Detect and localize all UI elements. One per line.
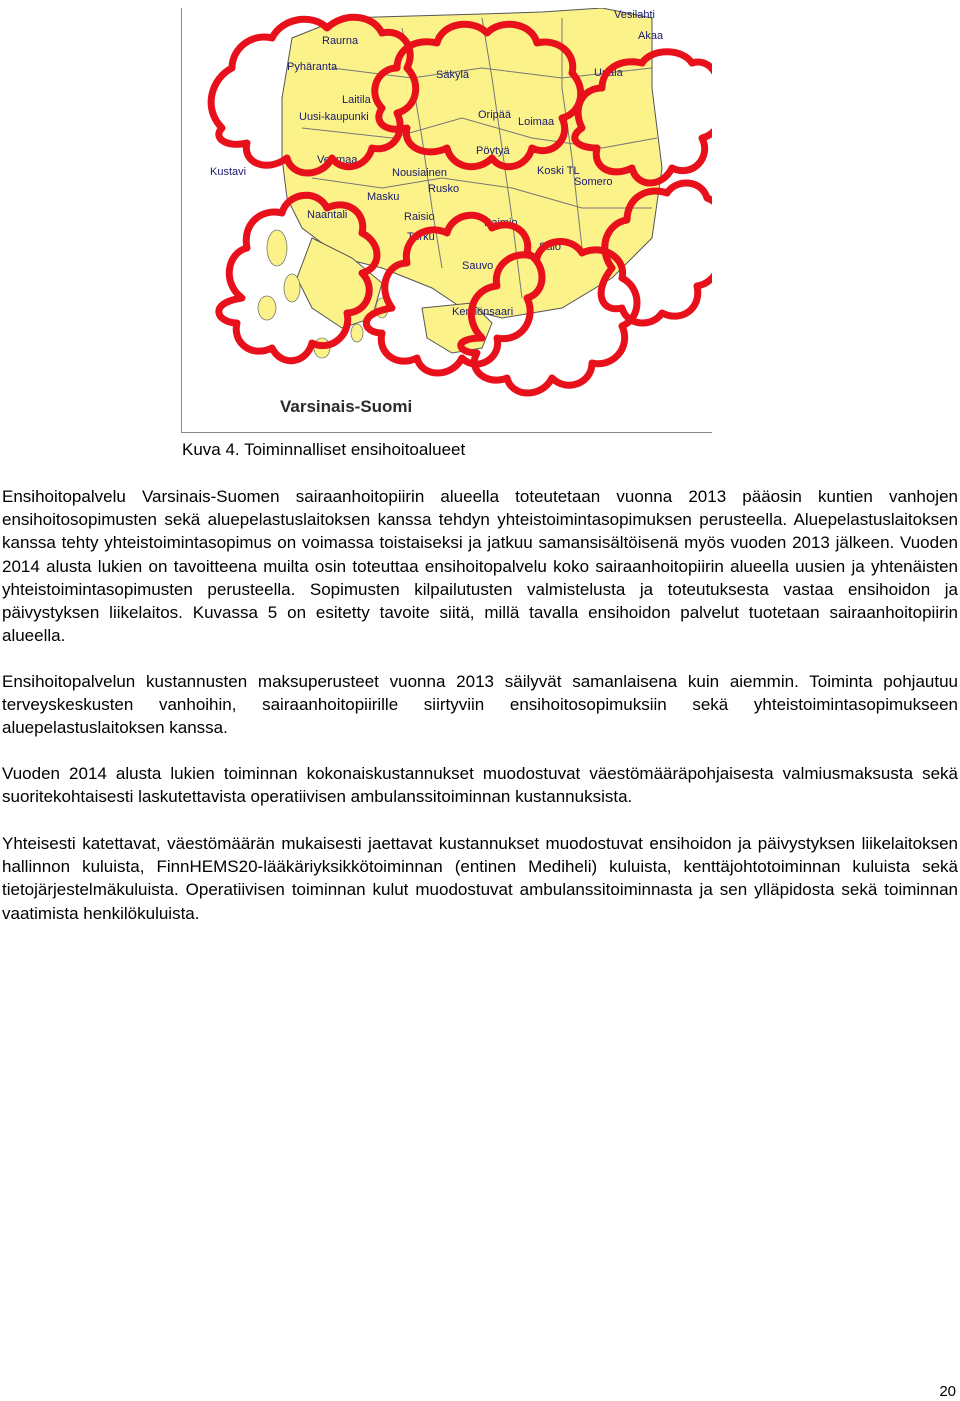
map-label: Paimio (484, 217, 518, 229)
map-label: Pyhäranta (287, 61, 338, 73)
map-label: Laitila (342, 94, 371, 106)
map-label: Kustavi (210, 166, 247, 178)
map-label: Oripää (478, 109, 512, 121)
map-label: Loimaa (518, 116, 555, 128)
figure-caption: Kuva 4. Toiminnalliset ensihoitoalueet (182, 440, 466, 459)
map-label: Somero (574, 176, 613, 188)
map-label: Raurna (322, 35, 359, 47)
page-number: 20 (939, 1383, 956, 1400)
map-label: Masku (367, 191, 400, 203)
map-label: Naantali (307, 209, 348, 221)
map-label: Pöytyä (476, 145, 510, 157)
map-label: Vesilahti (614, 9, 655, 21)
map-label: Uusi-kaupunki (299, 111, 369, 123)
map-title: Varsinais-Suomi (280, 397, 413, 416)
map-label: Rusko (428, 183, 460, 195)
map-label: Koski TL (537, 165, 580, 177)
paragraph: Ensihoitopalvelu Varsinais-Suomen sairaanhoitopiirin alueella toteutetaan vuonna 2013 pääosin kuntien vanhojen ensihoitosopimusten sekä aluepelastuslaitoksen kanssa tehdyn yhteistoimintasopimuksen perusteella. Aluepelastuslaitoksen kanssa tehty yhteistoimintasopimus on voimassa toistaiseksi ja jatkuu samansisältöisenä myös vuoden 2013 jälkeen. Vuoden 2014 alusta lukien on tavoitteena muilta osin toteuttaa ensihoitopalvelu koko sairaanhoitopiirin alueella uusien ja yhtenäisten yhteistoimintasopimusten perusteella. Sopimusten kilpailutusten valmistelusta ja toteutuksesta vastaa ensihoidon ja päivystyksen liikelaitos. Kuvassa 5 on esitetty tavoite siitä, millä tavalla ensihoidon palvelut tuotetaan sairaanhoitopiirin alueella. (2, 487, 958, 646)
paragraph: Ensihoitopalvelun kustannusten maksuperusteet vuonna 2013 säilyvät samanlaisena kuin aiemmin. Toiminta pohjautuu terveyskeskusten vanhoihin, sairaanhoitopiirille siirtyviin ensihoitosopimuksiin sekä yhteistoimintasopimukseen aluepelastuslaitoksen kanssa. (2, 672, 958, 738)
map-label: Akaa (638, 30, 664, 42)
map-label: Turku (407, 231, 435, 243)
map-label: Nousiainen (392, 167, 448, 179)
paragraph: Yhteisesti katettavat, väestömäärän mukaisesti jaettavat kustannukset muodostuvat ensihoidon ja päivystyksen liikelaitoksen hallinnon kuluista, FinnHEMS20-lääkäriyksikkötoiminnan (entinen Mediheli) kuluista, kenttäjohtotoiminnan kuluista sekä tietojärjestelmäkuluista. Operatiivisen toiminnan kulut muodostuvat ambulanssitoiminnasta ja sen ylläpidosta sekä toiminnan vaatimista henkilökuluista. (2, 834, 958, 923)
map-label: Säkylä (436, 69, 470, 81)
paragraph: Vuoden 2014 alusta lukien toiminnan kokonaiskustannukset muodostuvat väestömääräpohjaisesta valmiusmaksusta sekä suoritekohtaisesti laskutettavista operatiivisen ambulanssitoiminnan kustannuksista. (2, 764, 958, 807)
map-figure (181, 8, 712, 433)
map-label: Vehmaa (317, 154, 358, 166)
map-label: Kemiönsaari (452, 306, 514, 318)
map-label: Raisio (404, 211, 435, 223)
map-label: Urjala (594, 67, 623, 79)
map-label: Sauvo (462, 260, 494, 272)
map-label: Salo (539, 241, 562, 253)
region-map (182, 8, 712, 432)
